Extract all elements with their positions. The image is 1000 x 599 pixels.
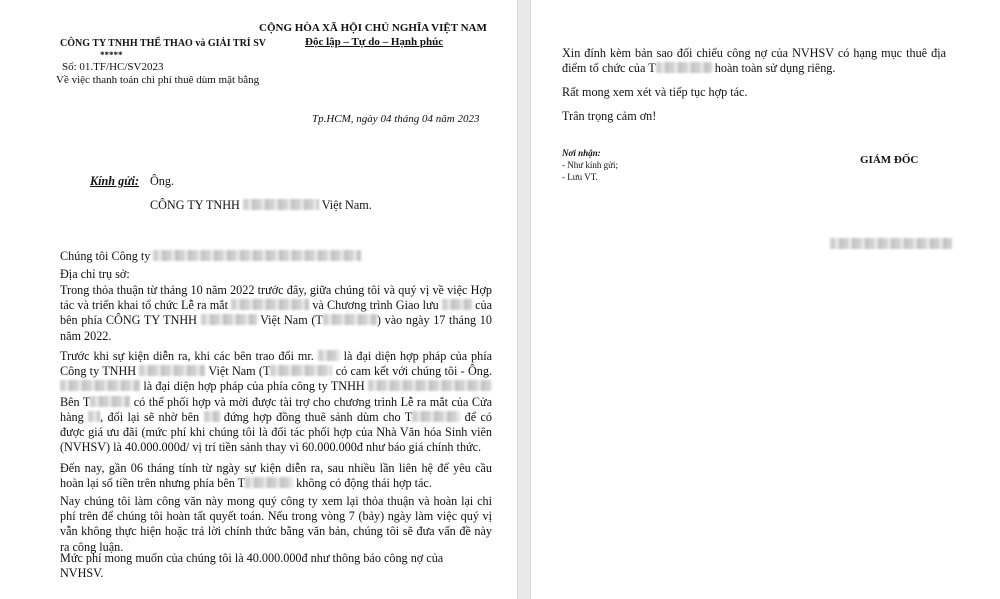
signer-title: GIÁM ĐỐC	[860, 154, 919, 166]
body-paragraph-5: Mức phí mong muốn của chúng tôi là 40.000.000đ như thông báo công nợ của NVHSV.	[60, 551, 444, 581]
redacted-block	[243, 199, 319, 210]
redacted-block	[231, 299, 309, 310]
recipients-item: - Như kính gửi;	[562, 160, 619, 170]
redacted-block	[318, 350, 340, 361]
redacted-block	[442, 299, 472, 310]
recipients-label: Nơi nhận:	[562, 148, 601, 158]
address-label: Địa chỉ trụ sở:	[60, 267, 130, 281]
body-paragraph-4: Nay chúng tôi làm công văn này mong quý công ty xem lại thỏa thuận và hoàn lại chi phí trên để chúng tôi hoàn tất quyết toán. Nếu trong vòng 7 (bảy) ngày làm việc quý vị vẫn không thực hiện hoặc trả lời chính thức bằng văn bản, chúng tôi sẽ đưa vấn đề này ra công luận.	[60, 494, 492, 554]
date-line: Tp.HCM, ngày 04 tháng 04 năm 2023	[312, 113, 480, 125]
redacted-block	[139, 365, 205, 376]
redacted-block	[368, 380, 492, 391]
right-paragraph-3: Trân trọng cảm ơn!	[562, 109, 657, 123]
redacted-block	[90, 396, 130, 407]
recipient-label: Kính gửi:	[90, 174, 139, 188]
header-stars: *****	[100, 50, 123, 60]
right-paragraph-1: Xin đính kèm bản sao đối chiếu công nợ của NVHSV có hạng mục thuê địa điểm tổ chức của T hoàn toàn sử dụng riêng.	[562, 46, 946, 76]
intro-line: Chúng tôi Công ty	[60, 249, 361, 264]
redacted-block	[830, 238, 952, 249]
redacted-block	[323, 314, 377, 325]
national-motto: Độc lập – Tự do – Hạnh phúc	[305, 36, 444, 48]
redacted-block	[153, 250, 361, 261]
document-subject: Về việc thanh toán chi phí thuê dùm mặt bằng	[56, 74, 260, 86]
redacted-block	[412, 411, 460, 422]
document-number: Số: 01.TF/HC/SV2023	[62, 61, 164, 73]
redacted-block	[88, 411, 100, 422]
right-paragraph-2: Rất mong xem xét và tiếp tục hợp tác.	[562, 85, 748, 99]
redacted-signer-name	[830, 235, 952, 253]
body-paragraph-1: Trong thỏa thuận từ tháng 10 năm 2022 trước đây, giữa chúng tôi và quý vị về việc Hợp tác và triển khai tổ chức Lễ ra mắt và Chương trình Giao lưu của bên phía CÔNG TY TNHH Việt Nam (T ) vào ngày 17 tháng 10 năm 2022.	[60, 283, 493, 343]
recipients-item: - Lưu VT.	[562, 172, 598, 182]
recipient-person: Ông.	[150, 174, 175, 188]
document-page-right	[530, 0, 1000, 599]
redacted-block	[204, 411, 220, 422]
redacted-block	[60, 380, 140, 391]
redacted-block	[270, 365, 332, 376]
redacted-block	[245, 477, 293, 488]
nation-heading: CỘNG HÒA XÃ HỘI CHỦ NGHĨA VIỆT NAM	[259, 22, 487, 34]
recipient-company: CÔNG TY TNHH Việt Nam.	[150, 198, 372, 212]
body-paragraph-2: Trước khi sự kiện diễn ra, khi các bên trao đổi mr. là đại diện hợp pháp của phía Công ty TNHH Việt Nam (T có cam kết với chúng tôi - Ông. là đại diện hợp pháp của phía công ty TNHH Bên T có thể phối hợp và mời được tài trợ cho chương trình Lễ ra mắt của Cửa hàng , đổi lại sẽ nhờ bên đứng hợp đồng thuê sảnh dùm cho T để có được giá ưu đãi (mức phí khi chúng tôi là đối tác phối hợp của Nhà Văn hóa Sinh viên (NVHSV) là 40.000.000đ/ vị trí tiền sảnh thay vì 60.000.000đ như báo giá chính thức.	[60, 349, 493, 455]
company-name: CÔNG TY TNHH THỂ THAO và GIẢI TRÍ SV	[60, 38, 266, 49]
redacted-block	[656, 62, 712, 73]
redacted-block	[201, 314, 257, 325]
body-paragraph-3: Đến nay, gần 06 tháng tính từ ngày sự kiện diễn ra, sau nhiều lần liên hệ để yêu cầu hoàn lại số tiền trên nhưng phía bên T không có động thái hợp tác.	[60, 461, 492, 491]
